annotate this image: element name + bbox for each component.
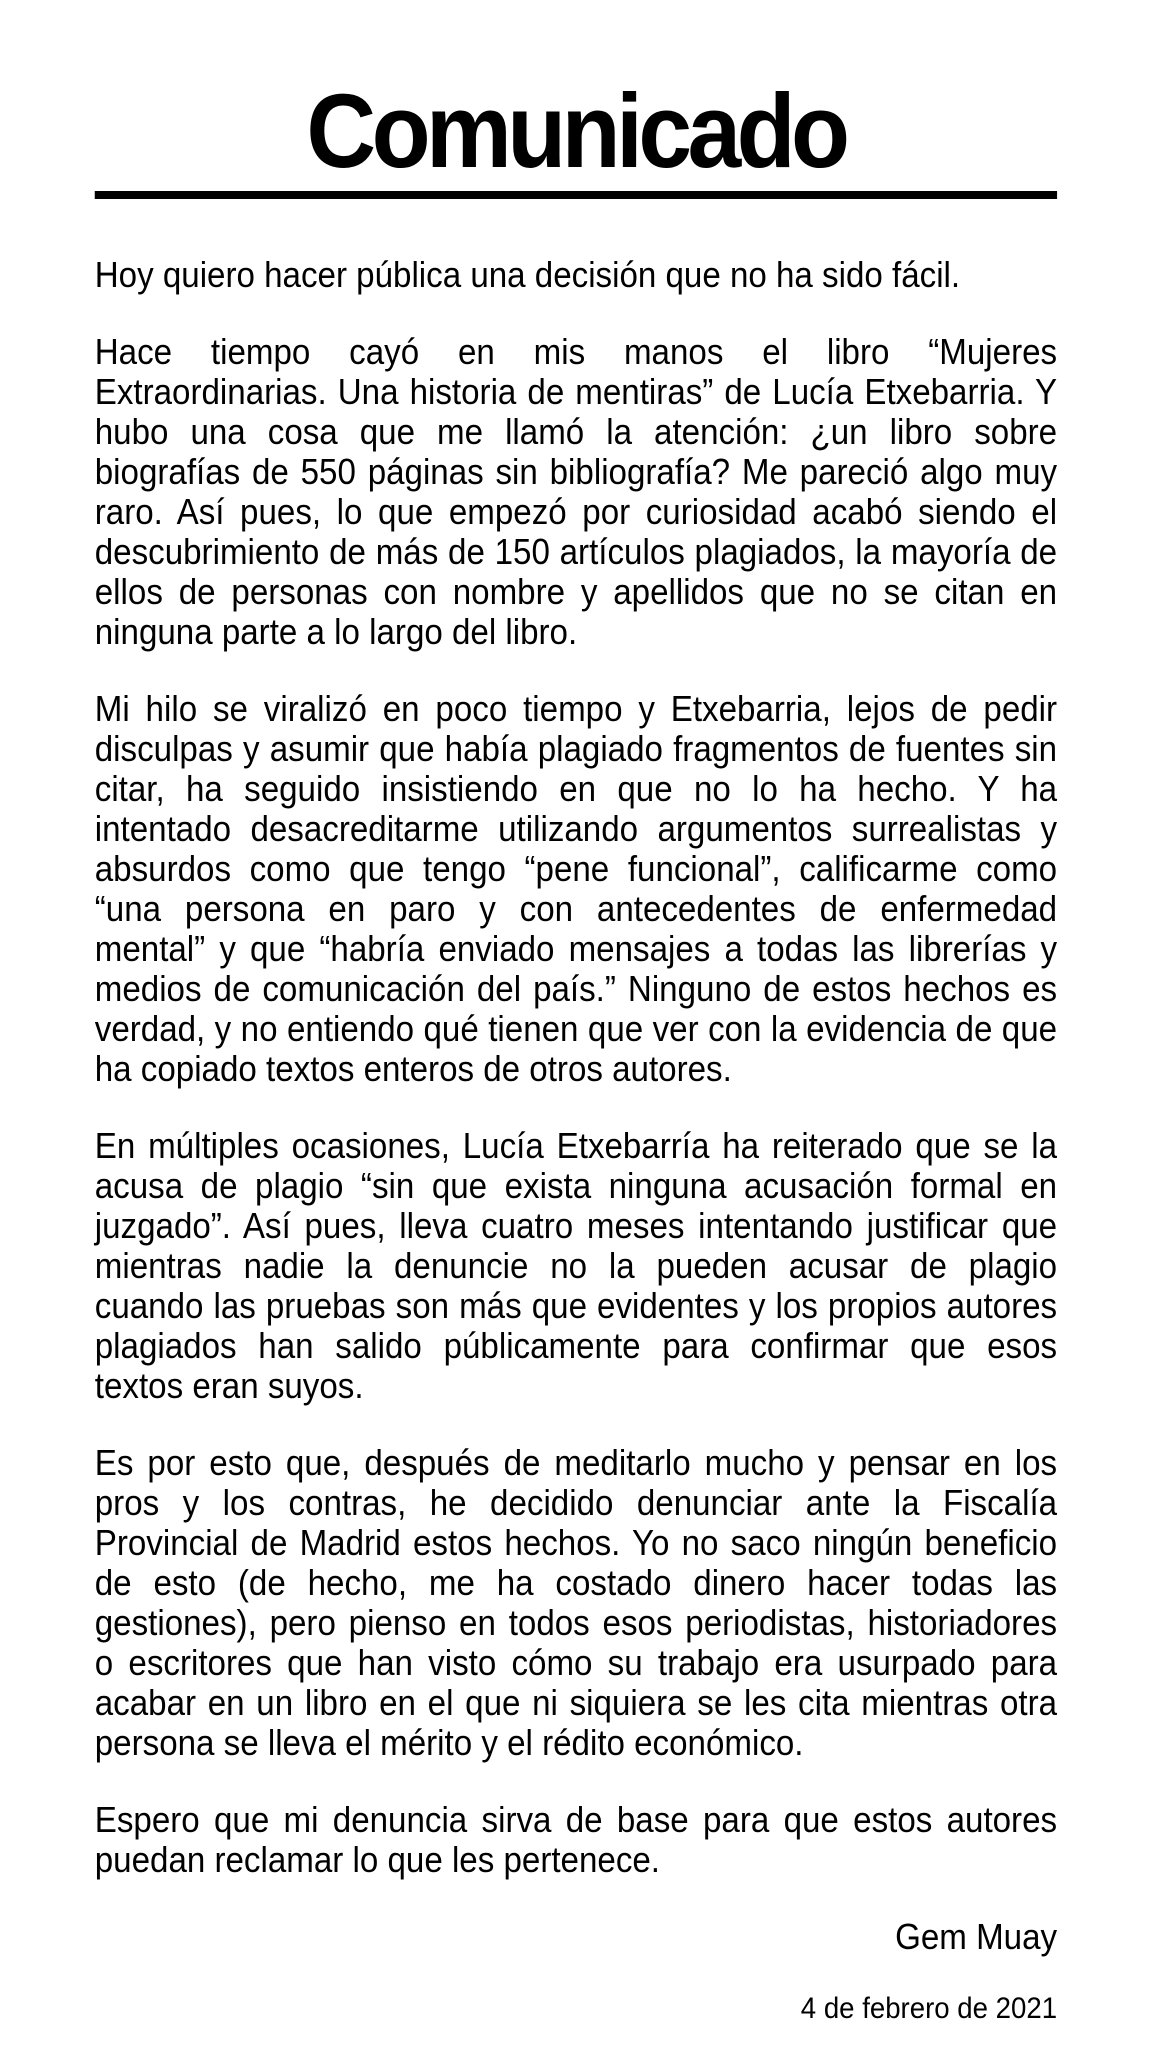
title-rule	[95, 191, 1057, 199]
paragraph-viral-thread: Mi hilo se viralizó en poco tiempo y Etxebarria, lejos de pedir disculpas y asumir que había plagiado fragmentos de fuentes sin citar, ha seguido insistiendo en que no lo ha hecho. Y ha intentado desacreditarme utilizando argumentos surrealistas y absurdos como que tengo “pene funcional”, calificarme como “una persona en paro y con antecedentes de enfermedad mental” y que “habría enviado mensajes a todas las librerías y medios de comunicación del país.” Ninguno de estos hechos es verdad, y no entiendo qué tienen que ver con la evidencia de que ha copiado textos enteros de otros autores.	[94, 688, 1058, 1089]
paragraph-intro: Hoy quiero hacer pública una decisión que no ha sido fácil.	[94, 254, 961, 295]
signature: Gem Muay	[895, 1916, 1058, 1957]
document-body	[95, 255, 1057, 1880]
paragraph-book-discovery: Hace tiempo cayó en mis manos el libro “Mujeres Extraordinarias. Una historia de mentiras” de Lucía Etxebarria. Y hubo una cosa que me llamó la atención: ¿un libro sobre biografías de 550 páginas sin bibliografía? Me pareció algo muy raro. Así pues, lo que empezó por curiosidad acabó siendo el descubrimiento de más de 150 artículos plagiados, la mayoría de ellos de personas con nombre y apellidos que no se citan en ninguna parte a lo largo del libro.	[94, 331, 1058, 652]
paragraph-accusation-response: En múltiples ocasiones, Lucía Etxebarría ha reiterado que se la acusa de plagio “sin que exista ninguna acusación formal en juzgado”. Así pues, lleva cuatro meses intentando justificar que mientras nadie la denuncie no la pueden acusar de plagio cuando las pruebas son más que evidentes y los propios autores plagiados han salido públicamente para confirmar que esos textos eran suyos.	[94, 1125, 1058, 1406]
page-title: Comunicado	[306, 73, 846, 190]
document-date: 4 de febrero de 2021	[800, 1992, 1058, 2025]
paragraph-legal-action: Es por esto que, después de meditarlo mucho y pensar en los pros y los contras, he decidido denunciar ante la Fiscalía Provincial de Madrid estos hechos. Yo no saco ningún beneficio de esto (de hecho, me ha costado dinero hacer todas las gestiones), pero pienso en todos esos periodistas, historiadores o escritores que han visto cómo su trabajo era usurpado para acabar en un libro en el que ni siquiera se les cita mientras otra persona se lleva el mérito y el rédito económico.	[94, 1442, 1058, 1763]
paragraph-closing-hope: Espero que mi denuncia sirva de base para que estos autores puedan reclamar lo que les pertenece.	[94, 1799, 1058, 1880]
